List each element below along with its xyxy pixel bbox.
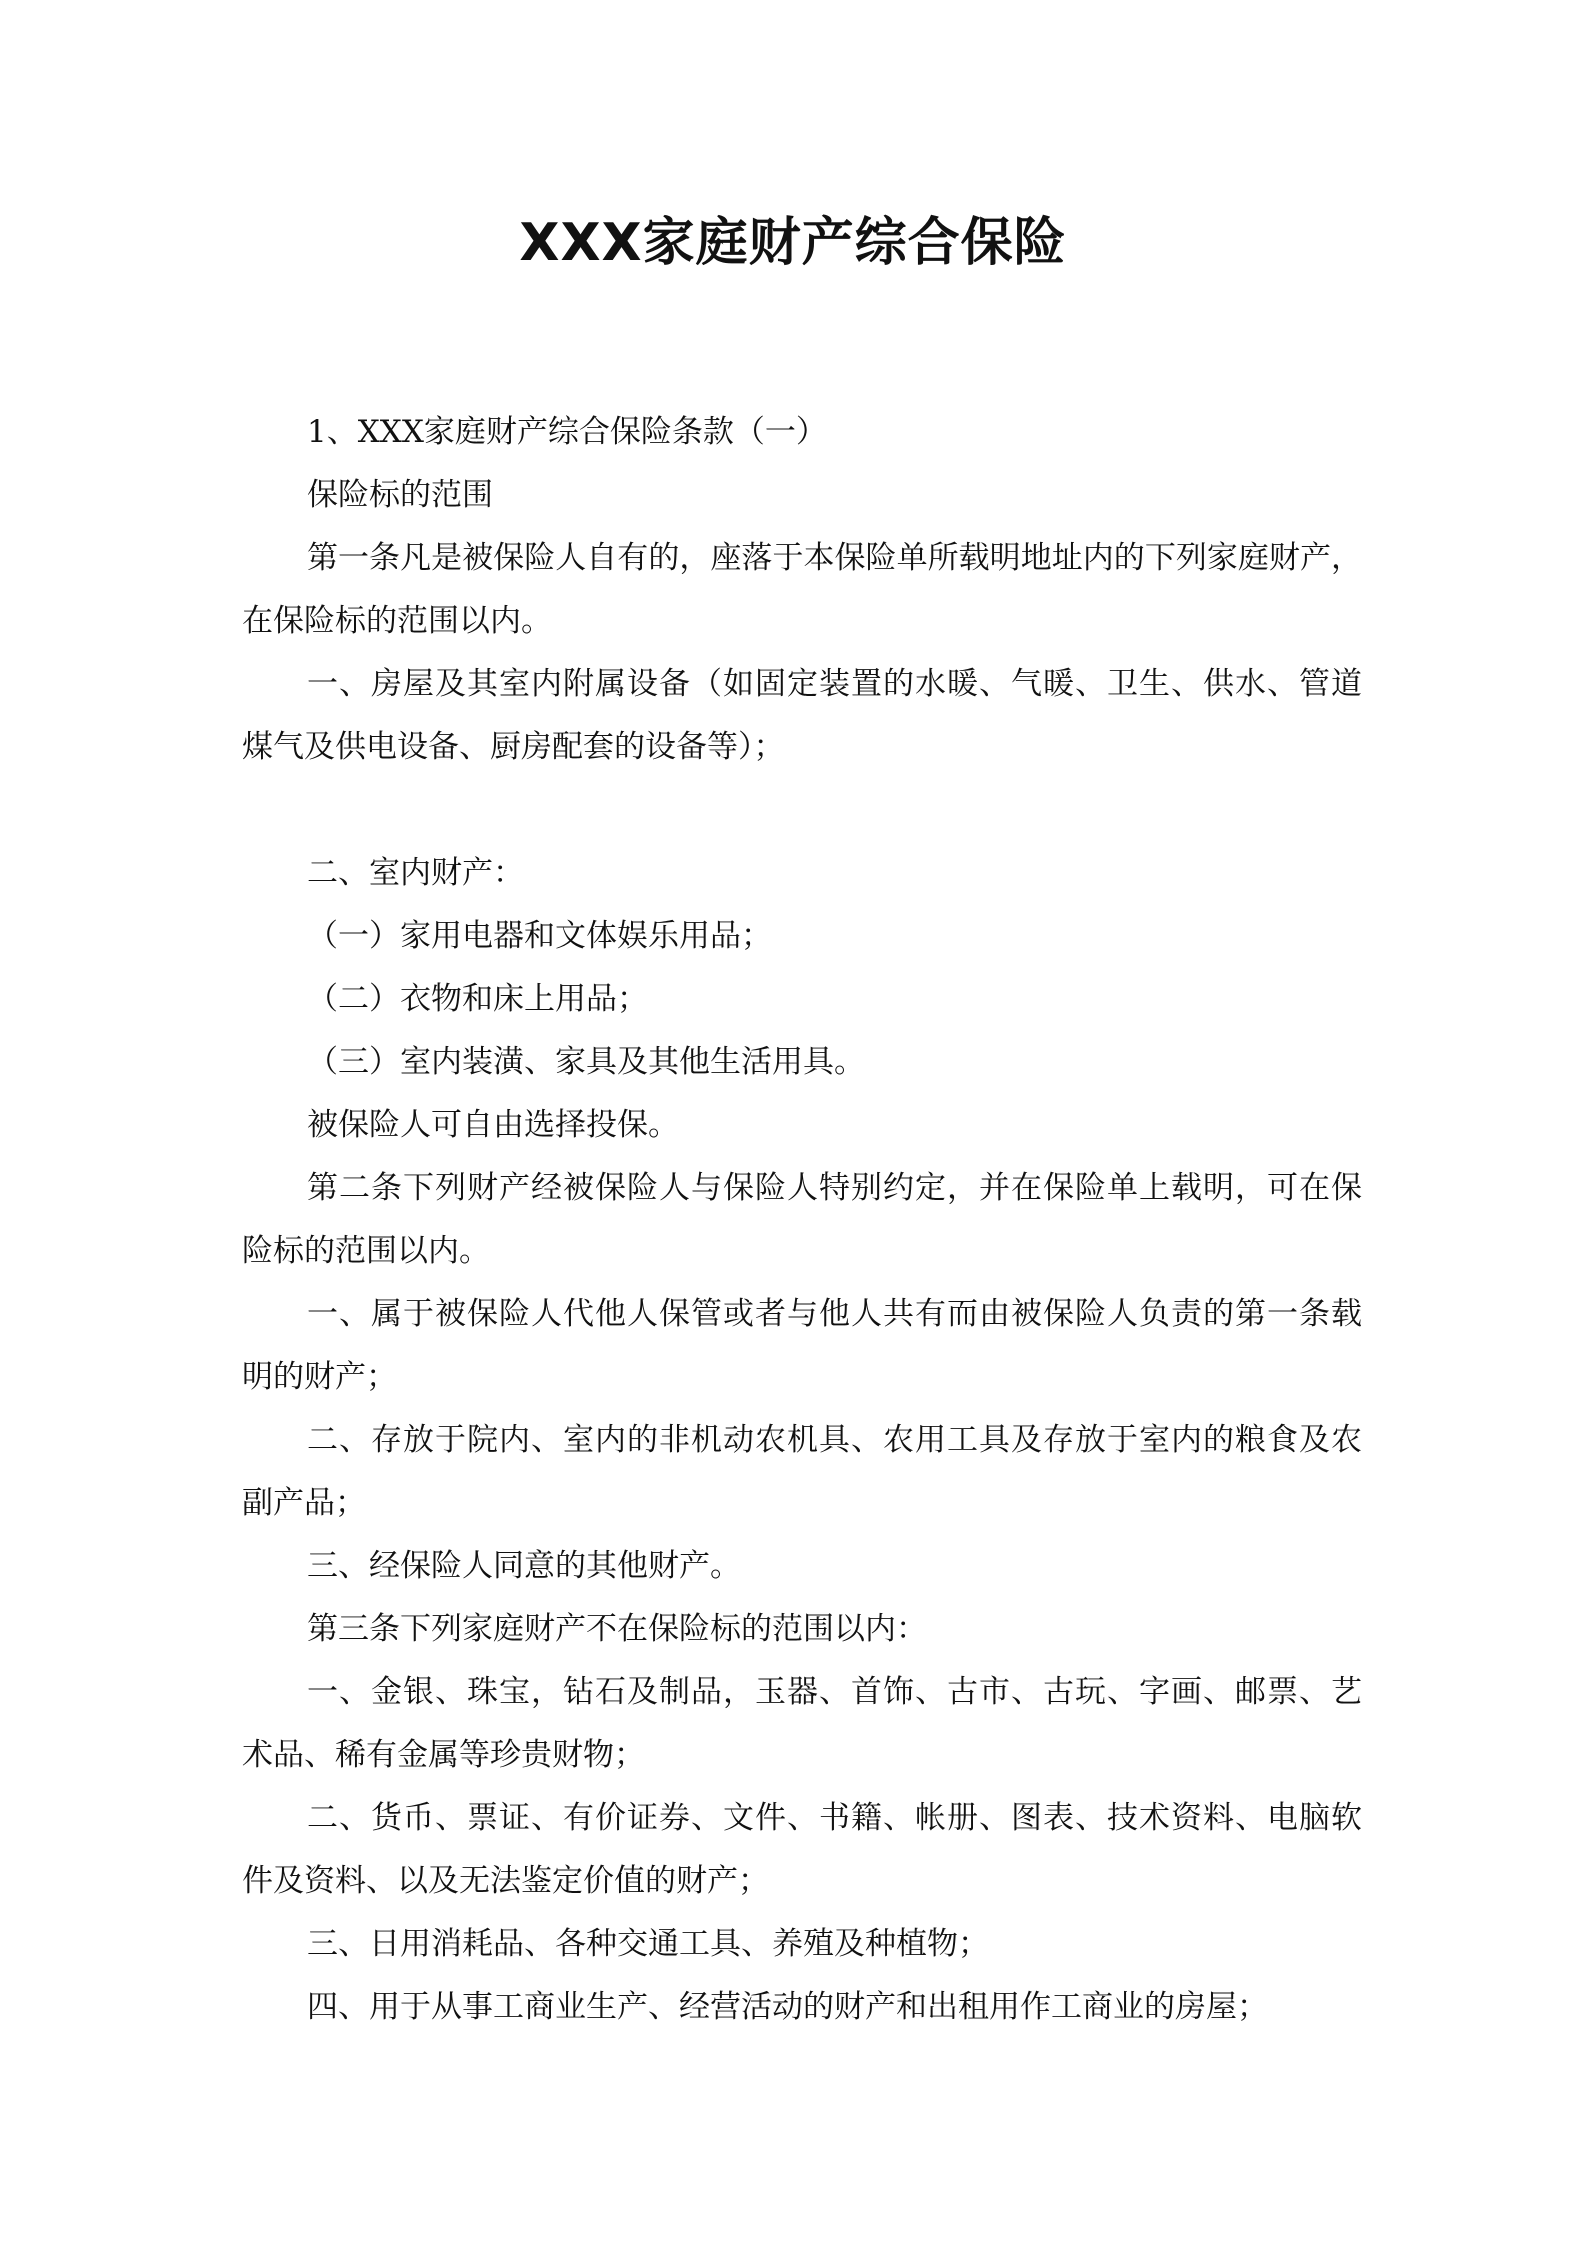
text-line: 第二条下列财产经被保险人与保险人特别约定，并在保险单上载明，可在保 (307, 1170, 1362, 1206)
text-line: 第一条凡是被保险人自有的，座落于本保险单所载明地址内的下列家庭财产， (307, 540, 1362, 576)
text-line: 煤气及供电设备、厨房配套的设备等）； (242, 729, 785, 765)
text-line: 术品、稀有金属等珍贵财物； (242, 1737, 645, 1773)
text-line: 一、房屋及其室内附属设备（如固定装置的水暖、气暖、卫生、供水、管道 (307, 666, 1362, 702)
text-line: 三、经保险人同意的其他财产。 (307, 1548, 741, 1584)
text-line: 二、室内财产： (307, 855, 524, 891)
text-line: 一、属于被保险人代他人保管或者与他人共有而由被保险人负责的第一条载 (307, 1296, 1362, 1332)
text-line: 副产品； (242, 1485, 366, 1521)
text-line: 二、存放于院内、室内的非机动农机具、农用工具及存放于室内的粮食及农 (307, 1422, 1362, 1458)
text-line: 第三条下列家庭财产不在保险标的范围以内： (307, 1611, 927, 1647)
text-line: 一、金银、珠宝，钻石及制品，玉器、首饰、古市、古玩、字画、邮票、艺 (307, 1674, 1362, 1710)
text-line: 在保险标的范围以内。 (242, 603, 552, 639)
text-line: （一）家用电器和文体娱乐用品； (307, 918, 772, 954)
text-line: 1、XXX家庭财产综合保险条款（一） (307, 414, 827, 450)
text-line: 二、货币、票证、有价证券、文件、书籍、帐册、图表、技术资料、电脑软 (307, 1800, 1362, 1836)
text-line: 明的财产； (242, 1359, 397, 1395)
text-line: 三、日用消耗品、各种交通工具、养殖及种植物； (307, 1926, 989, 1962)
text-line: 四、用于从事工商业生产、经营活动的财产和出租用作工商业的房屋； (307, 1989, 1268, 2025)
text-line: 险标的范围以内。 (242, 1233, 490, 1269)
text-line: 被保险人可自由选择投保。 (307, 1107, 679, 1143)
document-body (242, 401, 1362, 2039)
blank-line (242, 779, 1362, 842)
document-title: XXX家庭财产综合保险 (519, 213, 1067, 273)
text-line: （二）衣物和床上用品； (307, 981, 648, 1017)
text-line: （三）室内装潢、家具及其他生活用具。 (307, 1044, 865, 1080)
text-line: 件及资料、以及无法鉴定价值的财产； (242, 1863, 769, 1899)
text-line: 保险标的范围 (307, 477, 493, 513)
